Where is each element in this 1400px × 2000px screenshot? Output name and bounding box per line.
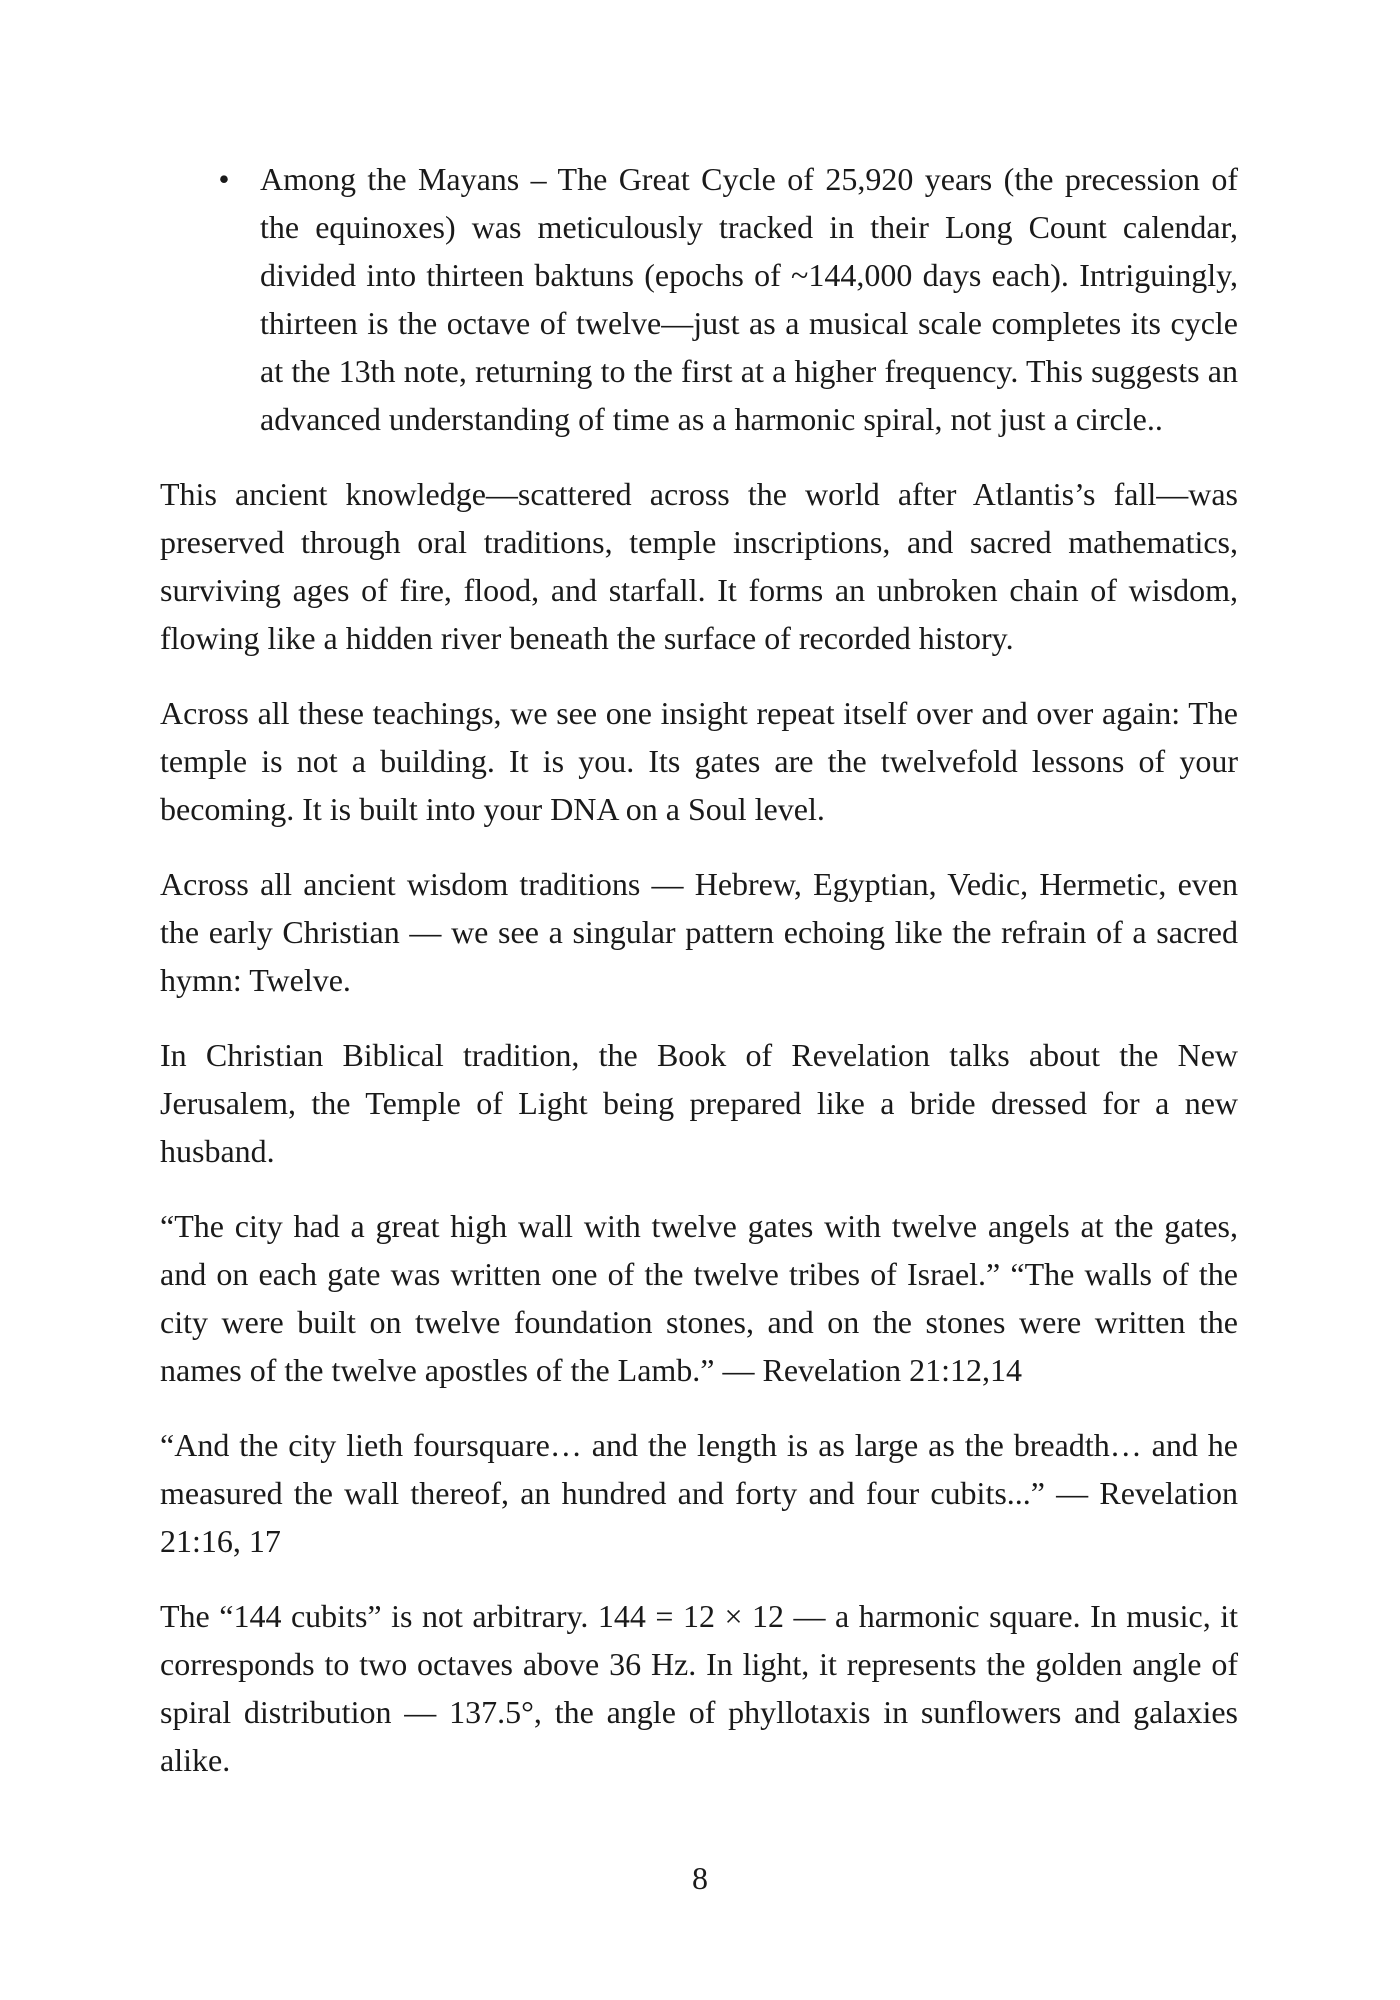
paragraph-144-cubits: The “144 cubits” is not arbitrary. 144 = 12 × 12 — a harmonic square. In music, it corresponds to two octaves above 36 Hz. In light, it represents the golden angle of spiral distribution — 137.5°, the angle of phyllotaxis in sunflowers and galaxies alike. bbox=[160, 1598, 1238, 1778]
bullet-marker: • bbox=[218, 161, 230, 197]
page-body bbox=[160, 155, 1238, 1811]
paragraph-revelation-quote-foursquare: “And the city lieth foursquare… and the length is as large as the breadth… and he measured the wall thereof, an hundred and forty and four cubits...” — Revelation 21:16, 17 bbox=[160, 1427, 1238, 1559]
paragraph-ancient-knowledge: This ancient knowledge—scattered across the world after Atlantis’s fall—was preserved through oral traditions, temple inscriptions, and sacred mathematics, surviving ages of fire, flood, and starfall. It forms an unbroken chain of wisdom, flowing like a hidden river beneath the surface of recorded history. bbox=[160, 476, 1238, 656]
paragraph-new-jerusalem: In Christian Biblical tradition, the Book of Revelation talks about the New Jerusalem, the Temple of Light being prepared like a bride dressed for a new husband. bbox=[160, 1037, 1238, 1169]
bullet-list bbox=[160, 155, 1238, 443]
bullet-item-mayans bbox=[160, 155, 1238, 443]
page-number: 8 bbox=[692, 1860, 708, 1896]
paragraph-pattern-of-twelve: Across all ancient wisdom traditions — Hebrew, Egyptian, Vedic, Hermetic, even the early Christian — we see a singular pattern echoing like the refrain of a sacred hymn: Twelve. bbox=[160, 866, 1238, 998]
paragraph-revelation-quote-gates: “The city had a great high wall with twelve gates with twelve angels at the gates, and on each gate was written one of the twelve tribes of Israel.” “The walls of the city were built on twelve foundation stones, and on the stones were written the names of the twelve apostles of the Lamb.” — Revelation 21:12,14 bbox=[160, 1208, 1238, 1388]
paragraph-temple-is-you: Across all these teachings, we see one insight repeat itself over and over again: The temple is not a building. It is you. Its gates are the twelvefold lessons of your becoming. It is built into your DNA on a Soul level. bbox=[160, 695, 1238, 827]
bullet-text: Among the Mayans – The Great Cycle of 25,920 years (the precession of the equinoxes) was meticulously tracked in their Long Count calendar, divided into thirteen baktuns (epochs of ~144,000 days each). Intriguingly, thirteen is the octave of twelve—just as a musical scale completes its cycle at the 13th note, returning to the first at a higher frequency. This suggests an advanced understanding of time as a harmonic spiral, not just a circle.. bbox=[260, 161, 1238, 437]
